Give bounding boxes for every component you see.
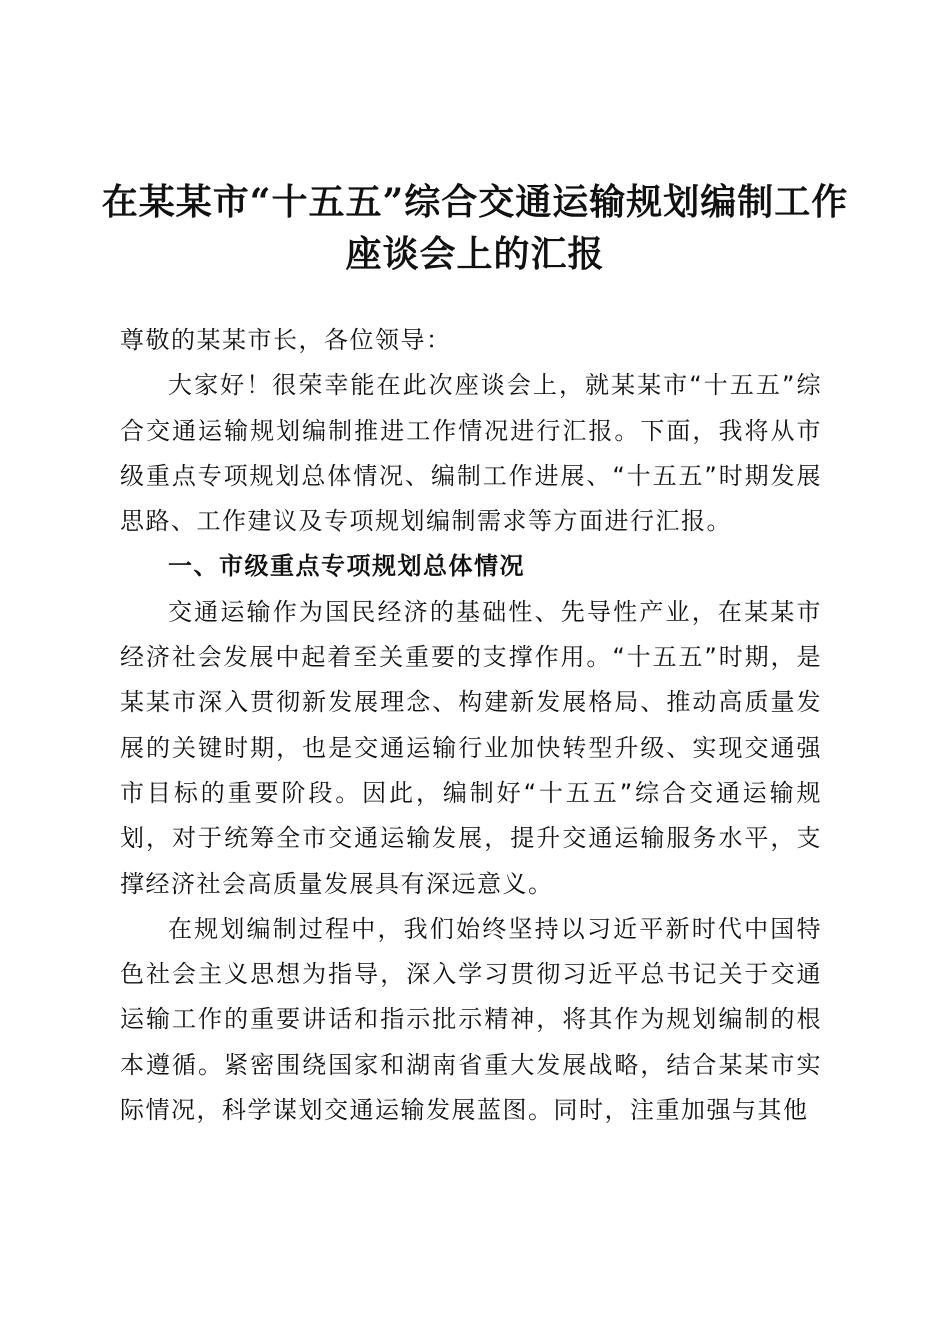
salutation: 尊敬的某某市长，各位领导： bbox=[120, 326, 452, 354]
section-1-paragraph-1: 交通运输作为国民经济的基础性、先导性产业，在某某市经济社会发展中起着至关重要的支撑作用。“十五五”时期，是某某市深入贯彻新发展理念、构建新发展格局、推动高质量发展的关键时期，也是交通运输行业加快转型升级、实现交通强市目标的重要阶段。因此，编制好“十五五”综合交通运输规划，对于统筹全市交通运输发展，提升交通运输服务水平，支撑经济社会高质量发展具有深远意义。 bbox=[120, 597, 822, 898]
opening-paragraph: 大家好！很荣幸能在此次座谈会上，就某某市“十五五”综合交通运输规划编制推进工作情况进行汇报。下面，我将从市级重点专项规划总体情况、编制工作进展、“十五五”时期发展思路、工作建议及专项规划编制需求等方面进行汇报。 bbox=[120, 371, 822, 536]
document-body bbox=[120, 318, 822, 1133]
section-1-paragraph-2: 在规划编制过程中，我们始终坚持以习近平新时代中国特色社会主义思想为指导，深入学习贯彻习近平总书记关于交通运输工作的重要讲话和指示批示精神，将其作为规划编制的根本遵循。紧密围绕国家和湖南省重大发展战略，结合某某市实际情况，科学谋划交通运输发展蓝图。同时，注重加强与其他 bbox=[120, 914, 822, 1125]
document-title: 在某某市“十五五”综合交通运输规划编制工作座谈会上的汇报 bbox=[101, 181, 849, 275]
section-heading-1: 一、市级重点专项规划总体情况 bbox=[168, 552, 525, 581]
